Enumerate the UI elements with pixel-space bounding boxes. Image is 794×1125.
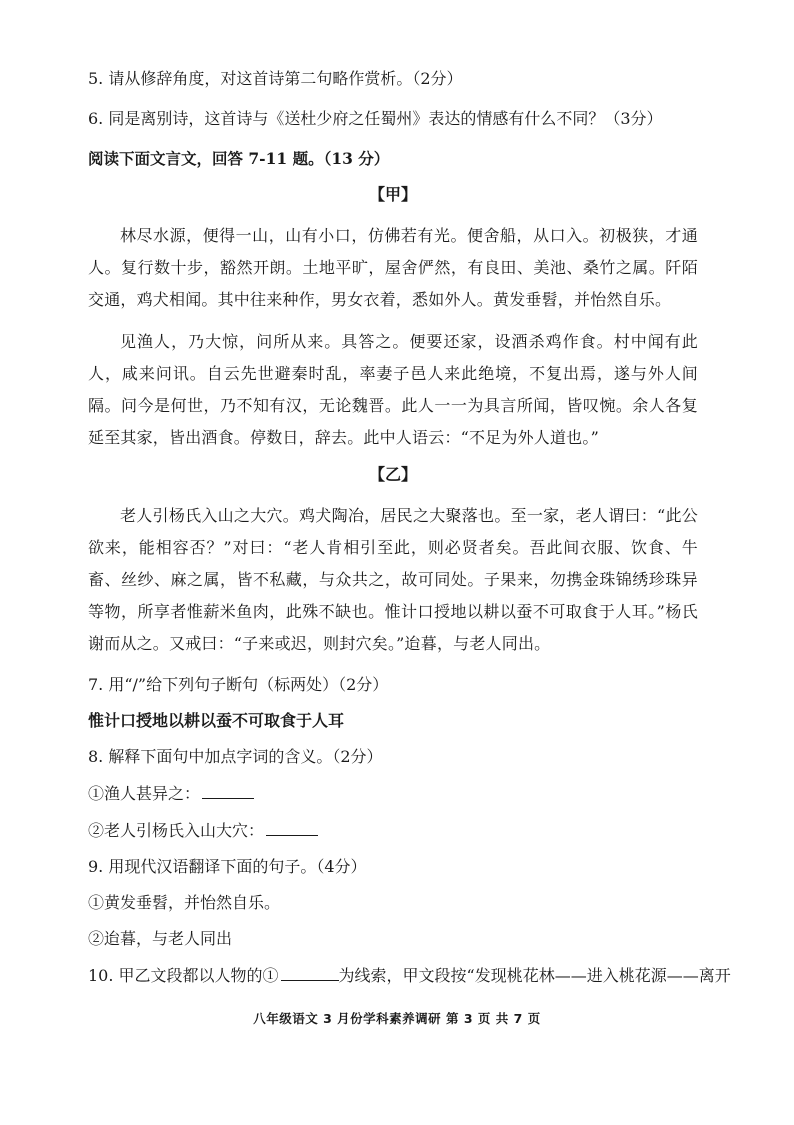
question-9-item-2: ②迨暮，与老人同出 [88, 929, 233, 948]
question-7-title: 7. 用“/”给下列句子断句（标两处）（2分） [88, 675, 389, 694]
question-10-suffix: 为线索，甲文段按“发现桃花林——进入桃花源——离开 [338, 966, 731, 985]
passage-jia-paragraph-1: 林尽水源，便得一山，山有小口，仿佛若有光。便舍船，从口入。初极狭，才通人。复行数十步，豁然开朗。土地平旷，屋舍俨然，有良田、美池、桑竹之属。阡陌交通，鸡犬相闻。其中往来种作，男女衣着，悉如外人。黄发垂髫，并怡然自乐。 [88, 226, 698, 309]
question-6: 6. 同是离别诗，这首诗与《送杜少府之任蜀州》表达的情感有什么不同？（3分） [88, 109, 663, 128]
answer-blank[interactable] [281, 964, 339, 981]
question-8-item-2 [88, 819, 698, 842]
page-footer: 八年级语文 3 月份学科素养调研 第 3 页 共 7 页 [253, 1011, 541, 1026]
answer-blank[interactable] [202, 782, 254, 799]
question-8-title: 8. 解释下面句中加点字词的含义。（2分） [88, 747, 383, 766]
question-7-sentence: 惟计口授地以耕以蚕不可取食于人耳 [88, 711, 345, 730]
passage-jia-paragraph-2: 见渔人，乃大惊，问所从来。具答之。便要还家，设酒杀鸡作食。村中闻有此人，咸来问讯。自云先世避秦时乱，率妻子邑人来此绝境，不复出焉，遂与外人间隔。问今是何世，乃不知有汉，无论魏晋。此人一一为具言所闻，皆叹惋。余人各复延至其家，皆出酒食。停数日，辞去。此中人语云：“不足为外人道也。” [88, 332, 698, 447]
answer-blank[interactable] [266, 819, 318, 836]
question-8-item-1 [88, 782, 698, 805]
passage-yi-paragraph-1: 老人引杨氏入山之大穴。鸡犬陶冶，居民之大聚落也。至一家，老人谓曰：“此公欲来，能相容否？”对曰：“老人肯相引至此，则必贤者矣。吾此间衣服、饮食、牛畜、丝纱、麻之属，皆不私藏，与众共之，故可同处。子果来，勿携金珠锦绣珍珠异等物，所享者惟薪米鱼肉，此殊不缺也。惟计口授地以耕以蚕不可取食于人耳。”杨氏谢而从之。又戒曰：“子来或迟，则封穴矣。”迨暮，与老人同出。 [88, 506, 698, 653]
reading-intro: 阅读下面文言文，回答 7-11 题。（13 分） [88, 149, 390, 168]
question-10 [88, 964, 731, 987]
question-8-item-1-text: ①渔人甚异之： [88, 784, 201, 803]
question-5: 5. 请从修辞角度，对这首诗第二句略作赏析。（2分） [88, 69, 463, 88]
question-8-item-2-text: ②老人引杨氏入山大穴： [88, 821, 265, 840]
question-9-title: 9. 用现代汉语翻译下面的句子。（4分） [88, 857, 367, 876]
question-10-prefix: 10. 甲乙文段都以人物的① [88, 966, 279, 985]
passage-jia-heading: 【甲】 [368, 185, 417, 204]
question-9-item-1: ①黄发垂髫，并怡然自乐。 [88, 893, 281, 912]
passage-yi-heading: 【乙】 [368, 465, 417, 484]
